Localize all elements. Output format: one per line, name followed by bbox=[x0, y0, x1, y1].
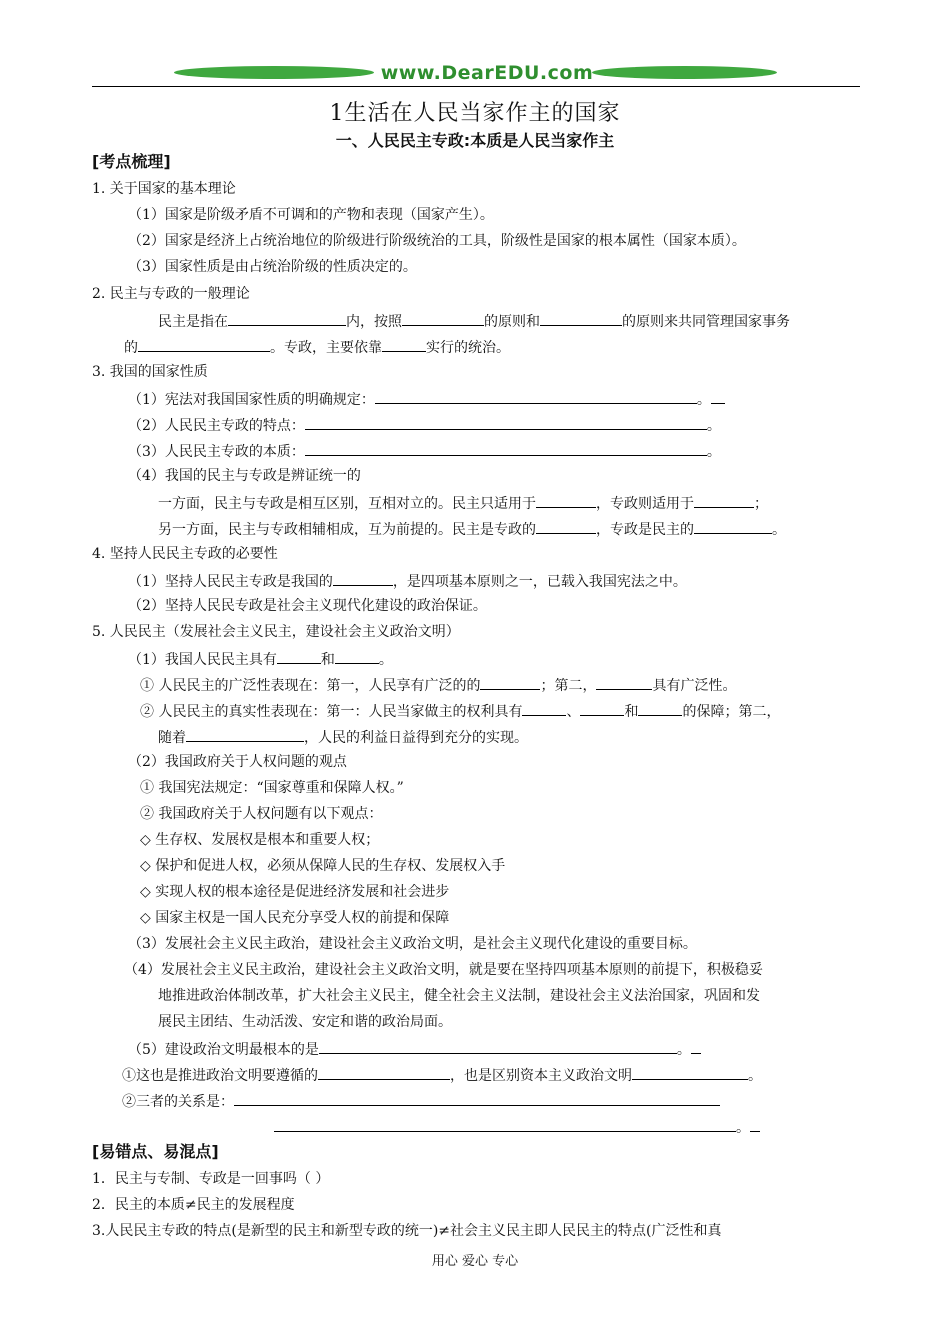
item-1-1: （1）国家是阶级矛盾不可调和的产物和表现（国家产生）。 bbox=[128, 207, 494, 223]
text-fragment: ；第二， bbox=[540, 678, 597, 694]
item-5-1-b-cont bbox=[158, 726, 528, 748]
text-fragment: 的保障；第二， bbox=[682, 704, 781, 720]
item-3-4-line1 bbox=[158, 492, 768, 514]
fill-blank[interactable] bbox=[335, 648, 379, 664]
page-footer: 用心 爱心 专心 bbox=[431, 1254, 519, 1269]
text-fragment: 。 bbox=[696, 392, 711, 408]
text-fragment: 随着 bbox=[158, 730, 186, 746]
item-5-5-b bbox=[122, 1090, 720, 1112]
text-fragment: 和 bbox=[624, 704, 639, 720]
fill-blank[interactable] bbox=[305, 440, 707, 456]
fill-blank[interactable] bbox=[540, 310, 622, 326]
fill-blank[interactable] bbox=[274, 1116, 736, 1132]
fill-blank[interactable] bbox=[596, 674, 652, 690]
site-logo[interactable]: www.DearEDU.com bbox=[380, 62, 594, 84]
diamond-point-1: ◇ 生存权、发展权是根本和重要人权； bbox=[140, 832, 380, 848]
fill-blank[interactable] bbox=[402, 310, 484, 326]
text-fragment: （1）我国人民民主具有 bbox=[128, 652, 277, 668]
text-fragment: 民主是指在 bbox=[158, 314, 228, 330]
text-fragment: ① 人民民主的广泛性表现在：第一，人民享有广泛的的 bbox=[140, 678, 481, 694]
text-fragment: 。 bbox=[706, 444, 721, 460]
text-fragment: ，是四项基本原则之一，已载入我国宪法之中。 bbox=[392, 574, 687, 590]
header-rule bbox=[92, 86, 860, 87]
error-point-2: 2．民主的本质≠民主的发展程度 bbox=[92, 1197, 295, 1213]
error-point-3: 3.人民民主专政的特点(是新型的民主和新型专政的统一)≠社会主义民主即人民民主的特点(广泛性和真 bbox=[92, 1223, 722, 1239]
diamond-point-4: ◇ 国家主权是一国人民充分享受人权的前提和保障 bbox=[140, 910, 450, 926]
section-heading-yicuo: [易错点、易混点] bbox=[92, 1142, 219, 1161]
fill-blank[interactable] bbox=[277, 648, 321, 664]
fill-blank[interactable] bbox=[234, 1090, 720, 1106]
item-3-2 bbox=[128, 414, 721, 436]
text-fragment: （1）坚持人民民主专政是我国的 bbox=[128, 574, 333, 590]
fill-blank[interactable] bbox=[536, 492, 596, 508]
item-3-3 bbox=[128, 440, 721, 462]
text-fragment: （2）人民民主专政的特点： bbox=[128, 418, 305, 434]
text-fragment: 。专政，主要依靠 bbox=[270, 340, 382, 356]
item-1-3: （3）国家性质是由占统治阶级的性质决定的。 bbox=[128, 259, 417, 275]
fill-blank[interactable] bbox=[691, 1038, 701, 1054]
fill-blank[interactable] bbox=[711, 388, 725, 404]
fill-blank[interactable] bbox=[375, 388, 697, 404]
page-subtitle: 一、人民民主专政:本质是人民当家作主 bbox=[335, 131, 615, 150]
item-5-4-line1: （4）发展社会主义民主政治，建设社会主义政治文明，就是要在坚持四项基本原则的前提下，积极稳妥 bbox=[124, 962, 763, 978]
text-fragment: （1）宪法对我国国家性质的明确规定： bbox=[128, 392, 375, 408]
text-fragment: 。 bbox=[736, 1120, 750, 1136]
fill-blank[interactable] bbox=[632, 1064, 748, 1080]
fill-blank[interactable] bbox=[138, 336, 270, 352]
fill-blank[interactable] bbox=[305, 414, 707, 430]
section-heading-kaodian: [考点梳理] bbox=[92, 152, 171, 171]
text-fragment: 的原则来共同管理国家事务 bbox=[622, 314, 790, 330]
page-title: 1生活在人民当家作主的国家 bbox=[329, 101, 621, 126]
text-fragment: ，专政则适用于 bbox=[596, 496, 694, 512]
item-1-heading: 1. 关于国家的基本理论 bbox=[92, 181, 236, 197]
text-fragment: 具有广泛性。 bbox=[652, 678, 737, 694]
page-header bbox=[92, 58, 860, 90]
item-2-text-line2 bbox=[124, 336, 510, 358]
fill-blank[interactable] bbox=[228, 310, 346, 326]
fill-blank[interactable] bbox=[333, 570, 393, 586]
item-5-4-line2: 地推进政治体制改革，扩大社会主义民主，健全社会主义法制，建设社会主义法治国家，巩固和发 bbox=[158, 988, 760, 1004]
item-5-3: （3）发展社会主义民主政治，建设社会主义政治文明，是社会主义现代化建设的重要目标。 bbox=[128, 936, 697, 952]
text-fragment: 实行的统治。 bbox=[426, 340, 510, 356]
text-fragment: 、 bbox=[566, 704, 581, 720]
item-5-2: （2）我国政府关于人权问题的观点 bbox=[128, 754, 347, 770]
text-fragment: 。 bbox=[378, 652, 393, 668]
item-5-2-a: ① 我国宪法规定：“国家尊重和保障人权。” bbox=[140, 780, 404, 796]
text-fragment: 和 bbox=[320, 652, 335, 668]
item-4-heading: 4. 坚持人民民主专政的必要性 bbox=[92, 546, 278, 562]
text-fragment: ，也是区别资本主义政治文明 bbox=[450, 1068, 632, 1084]
text-fragment: ，专政是民主的 bbox=[596, 522, 694, 538]
item-2-heading: 2. 民主与专政的一般理论 bbox=[92, 286, 250, 302]
text-fragment: ①这也是推进政治文明要遵循的 bbox=[122, 1068, 318, 1084]
text-fragment: 的原则和 bbox=[484, 314, 540, 330]
item-1-2: （2）国家是经济上占统治地位的阶级进行阶级统治的工具，阶级性是国家的根本属性（国家本质）。 bbox=[128, 233, 746, 249]
fill-blank[interactable] bbox=[694, 518, 772, 534]
item-3-4-line2 bbox=[158, 518, 786, 540]
item-5-1 bbox=[128, 648, 393, 670]
item-4-2: （2）坚持人民民专政是社会主义现代化建设的政治保证。 bbox=[128, 598, 487, 614]
item-5-2-b: ② 我国政府关于人权问题有以下观点： bbox=[140, 806, 383, 822]
item-5-4-line3: 展民主团结、生动活泼、安定和谐的政治局面。 bbox=[158, 1014, 452, 1030]
text-fragment: 一方面，民主与专政是相互区别，互相对立的。民主只适用于 bbox=[158, 496, 536, 512]
text-fragment: 。 bbox=[676, 1042, 691, 1058]
fill-blank[interactable] bbox=[638, 700, 682, 716]
item-2-text-line1 bbox=[158, 310, 790, 332]
text-fragment: ，人民的利益日益得到充分的实现。 bbox=[304, 730, 528, 746]
error-point-1: 1．民主与专制、专政是一回事吗（ ） bbox=[92, 1171, 330, 1187]
text-fragment: ； bbox=[754, 496, 768, 512]
text-fragment: ② 人民民主的真实性表现在：第一：人民当家做主的权利具有 bbox=[140, 704, 523, 720]
text-fragment: 。 bbox=[748, 1068, 762, 1084]
text-fragment: ②三者的关系是： bbox=[122, 1094, 234, 1110]
diamond-point-2: ◇ 保护和促进人权，必须从保障人民的生存权、发展权入手 bbox=[140, 858, 506, 874]
text-fragment: 。 bbox=[706, 418, 721, 434]
item-3-4: （4）我国的民主与专政是辨证统一的 bbox=[128, 468, 361, 484]
item-4-1 bbox=[128, 570, 687, 592]
text-fragment: （3）人民民主专政的本质： bbox=[128, 444, 305, 460]
text-fragment: （5）建设政治文明最根本的是 bbox=[128, 1042, 319, 1058]
item-5-heading: 5. 人民民主（发展社会主义民主，建设社会主义政治文明） bbox=[92, 624, 460, 640]
item-5-1-b bbox=[140, 700, 780, 722]
item-5-5 bbox=[128, 1038, 701, 1060]
fill-blank[interactable] bbox=[522, 700, 566, 716]
item-5-5-b-cont bbox=[274, 1116, 760, 1138]
fill-blank[interactable] bbox=[480, 674, 540, 690]
fill-blank[interactable] bbox=[382, 336, 426, 352]
item-5-1-a bbox=[140, 674, 736, 696]
item-3-heading: 3. 我国的国家性质 bbox=[92, 364, 208, 380]
green-leaf-left-decoration bbox=[174, 66, 374, 79]
item-3-1 bbox=[128, 388, 725, 410]
fill-blank[interactable] bbox=[750, 1116, 760, 1132]
fill-blank[interactable] bbox=[580, 700, 624, 716]
fill-blank[interactable] bbox=[319, 1038, 677, 1054]
fill-blank[interactable] bbox=[318, 1064, 450, 1080]
item-5-5-a bbox=[122, 1064, 762, 1086]
fill-blank[interactable] bbox=[694, 492, 754, 508]
green-leaf-right-decoration bbox=[592, 66, 777, 79]
diamond-point-3: ◇ 实现人权的根本途径是促进经济发展和社会进步 bbox=[140, 884, 450, 900]
text-fragment: 。 bbox=[772, 522, 786, 538]
text-fragment: 另一方面，民主与专政相辅相成，互为前提的。民主是专政的 bbox=[158, 522, 536, 538]
text-fragment: 的 bbox=[124, 340, 138, 356]
fill-blank[interactable] bbox=[536, 518, 596, 534]
fill-blank[interactable] bbox=[186, 726, 304, 742]
text-fragment: 内，按照 bbox=[346, 314, 402, 330]
